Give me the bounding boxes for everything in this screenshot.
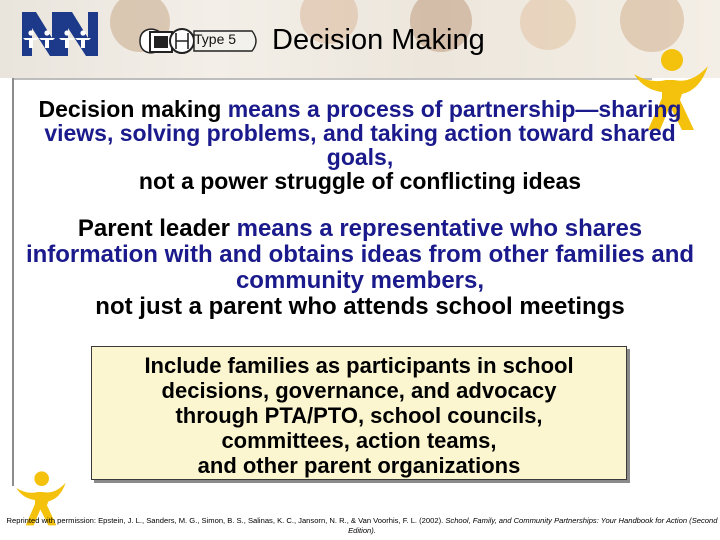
callout-line: and other parent organizations	[197, 453, 521, 478]
callout-line: committees, action teams,	[221, 428, 497, 453]
citation	[4, 516, 720, 536]
citation-authors: Reprinted with permission: Epstein, J. L., Sanders, M. G., Simon, B. S., Salinas, K. C., Jansorn, N. R., & Van Voorhis, F. L. (2002).	[6, 516, 444, 525]
nnps-logo-icon	[18, 8, 100, 60]
frame-top-rule	[12, 78, 652, 80]
definition-ending: not a power struggle of conflicting ideas	[138, 168, 582, 194]
callout-text	[92, 353, 626, 478]
callout-line: through PTA/PTO, school councils,	[175, 403, 543, 428]
definition-term: Decision making	[38, 96, 222, 122]
definition-ending: not just a parent who attends school meetings	[95, 293, 625, 320]
definition-parent-leader	[20, 216, 700, 320]
banner-photo-face	[520, 0, 576, 50]
definition-text: means a process of partnership—sharing views, solving problems, and taking action toward shared goals,	[44, 96, 682, 170]
header-banner	[0, 0, 720, 78]
definition-term: Parent leader	[77, 215, 230, 242]
citation-title: School, Family, and Community Partnerships: Your Handbook for Action (Second Edition).	[348, 516, 718, 535]
definition-decision-making	[20, 97, 700, 193]
type-label: Type 5	[194, 31, 237, 47]
callout-line: decisions, governance, and advocacy	[161, 378, 557, 403]
callout-line: Include families as participants in school	[144, 353, 574, 378]
page-title: Decision Making	[272, 24, 485, 56]
callout-box	[91, 346, 627, 480]
definition-text: means a representative who shares information with and obtains ideas from other families and community members,	[25, 215, 695, 294]
frame-left-rule	[12, 78, 14, 486]
